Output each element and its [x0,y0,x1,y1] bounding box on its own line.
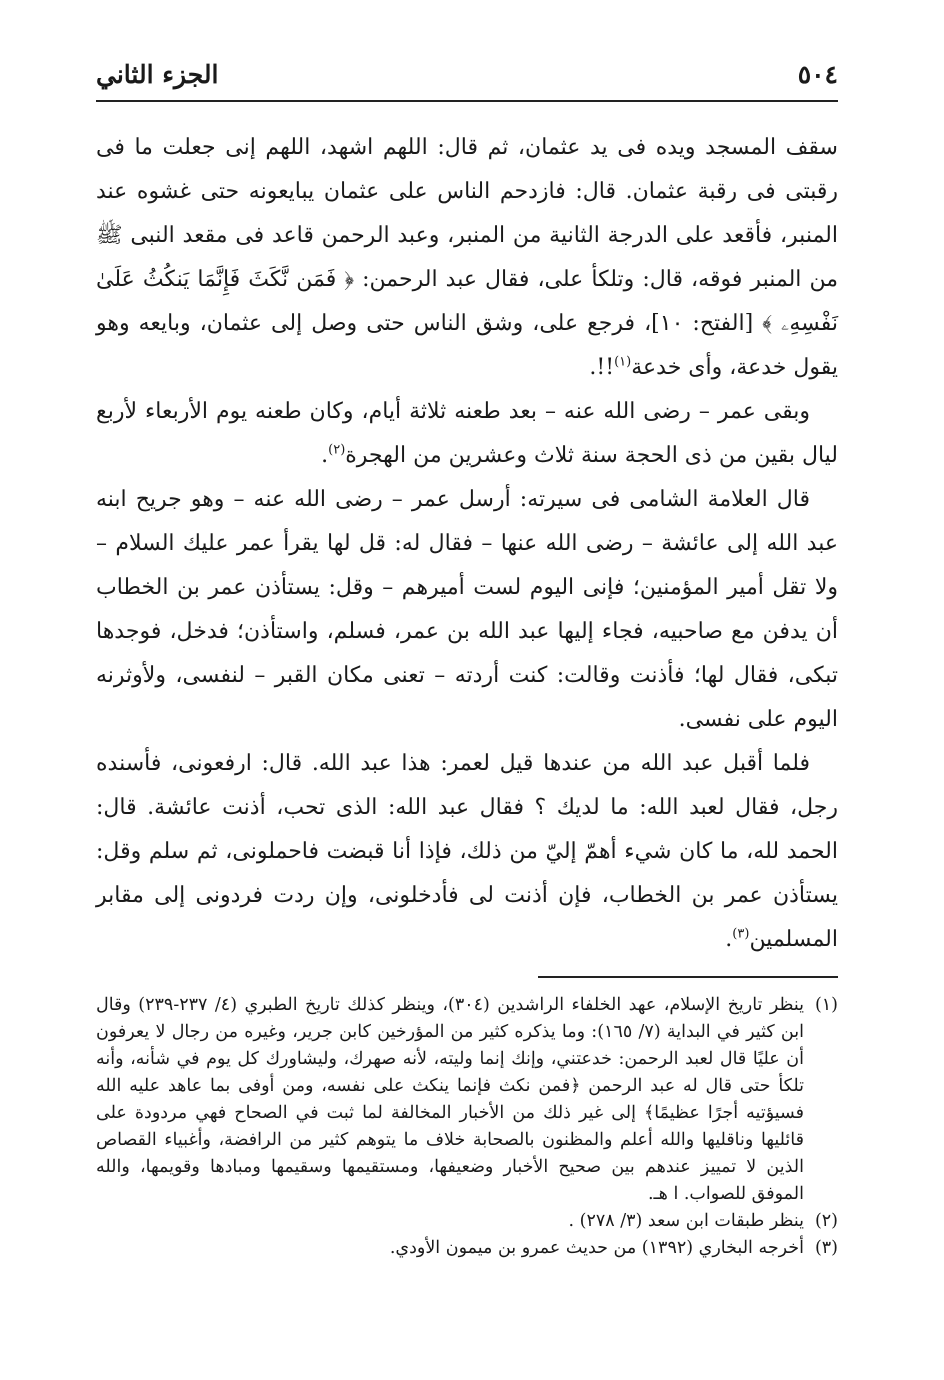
paragraph-3-text: قال العلامة الشامى فى سيرته: أرسل عمر – رضى الله عنه – وهو جريح ابنه عبد الله إلى عائشة – رضى الله عنها – فقال له: قل لها يقرأ عمر عليك السلام – ولا تقل أمير المؤمنين؛ فإنى اليوم لست أميرهم – وقل: يستأذن عمر بن الخطاب أن يدفن مع صاحبيه، فجاء إليها عبد الله بن عمر، فسلم، واستأذن؛ فدخل، فوجدها تبكى، فقال لها؛ فأذنت وقالت: كنت أردته – تعنى مكان القبر – لنفسى، ولأوثرنه اليوم على نفسى. [96,487,838,732]
footnote-separator [538,976,838,978]
book-page [96,50,838,1350]
paragraph-4-text: فلما أقبل عبد الله من عندها قيل لعمر: هذا عبد الله. قال: ارفعونى، فأسنده رجل، فقال لعبد الله: ما لديك ؟ فقال عبد الله: الذى تحب، أذنت عائشة. قال: الحمد لله، ما كان شيء أهمّ إليّ من ذلك، فإذا أنا قبضت فاحملونى، ثم سلم وقل: يستأذن عمر بن الخطاب، فإن أذنت لى فأدخلونى، وإن ردت فردونى إلى مقابر المسلمين [96,751,838,952]
paragraph-1 [96,126,838,390]
footnote-1-number: (١) [814,995,838,1015]
running-header [96,50,838,102]
paragraph-2-text: وبقى عمر – رضى الله عنه – بعد طعنه ثلاثة أيام، وكان طعنه يوم الأربعاء لأربع ليال بقين من ذى الحجة سنة ثلاث وعشرين من الهجرة [96,399,838,468]
footnote-ref-1: (١) [614,354,632,370]
main-text [96,126,838,962]
paragraph-4-tail: . [725,927,733,952]
paragraph-1-text: سقف المسجد ويده فى يد عثمان، ثم قال: اللهم اشهد، اللهم إنى جعلت ما فى رقبتى فى رقبة عثمان. قال: فازدحم الناس على عثمان يبايعونه حتى غشوه عند المنبر، فأقعد على الدرجة الثانية من المنبر، وعبد الرحمن قاعد فى مقعد النبى ﷺ من المنبر فوقه، قال: وتلكأ على، فقال عبد الرحمن: ﴿ فَمَن نَّكَثَ فَإِنَّمَا يَنكُثُ عَلَىٰ نَفْسِهِۦ ﴾ [الفتح: ١٠]، فرجع على، وشق الناس حتى وصل إلى عثمان، وبايعه وهو يقول خدعة، وأى خدعة [96,135,838,380]
footnote-ref-2: (٢) [328,442,346,458]
footnote-ref-3: (٣) [732,926,750,942]
paragraph-4 [96,742,838,962]
footnote-2-number: (٢) [814,1211,838,1231]
footnote-1 [96,992,838,1208]
footnote-3-number: (٣) [814,1238,838,1258]
paragraph-3 [96,478,838,742]
paragraph-1-tail: !!. [589,355,615,380]
page-number: ٥٠٤ [797,60,838,89]
footnote-3-text: أخرجه البخاري (١٣٩٢) من حديث عمرو بن ميمون الأودي. [389,1238,804,1258]
paragraph-2 [96,390,838,478]
footnotes [96,992,838,1262]
footnote-2 [96,1208,838,1235]
footnote-1-text: ينظر تاريخ الإسلام، عهد الخلفاء الراشدين (٣٠٤)، وينظر كذلك تاريخ الطبري (٤/ ٢٣٧-٢٣٩) وقال ابن كثير في البداية (٧/ ١٦٥): وما يذكره كثير من المؤرخين كابن جرير، وغيره من رجال لا يعرفون أن عليًا قال لعبد الرحمن: خدعتني، وإنك إنما وليته، لأنه صهرك، وليشاورك كل يوم في شأنه، وأنه تلكأ حتى قال له عبد الرحمن ﴿فمن نكث فإنما ينكث على نفسه، ومن أوفى بما عاهد عليه الله فسيؤتيه أجرًا عظيمًا﴾ إلى غير ذلك من الأخبار المخالفة لما ثبت في الصحاح فهي مردودة على قائليها وناقليها والله أعلم والمظنون بالصحابة خلاف ما يتوهم كثير من الرافضة، وأغبياء القصاص الذين لا تمييز عندهم بين صحيح الأخبار وضعيفها، ومستقيمها وسقيمها ومبادها وقويمها، والله الموفق للصواب. ا هـ. [96,995,804,1204]
section-title: الجزء الثاني [96,60,219,89]
paragraph-2-tail: . [321,443,329,468]
footnote-2-text: ينظر طبقات ابن سعد (٣/ ٢٧٨) . [568,1211,804,1231]
footnote-3 [96,1235,838,1262]
